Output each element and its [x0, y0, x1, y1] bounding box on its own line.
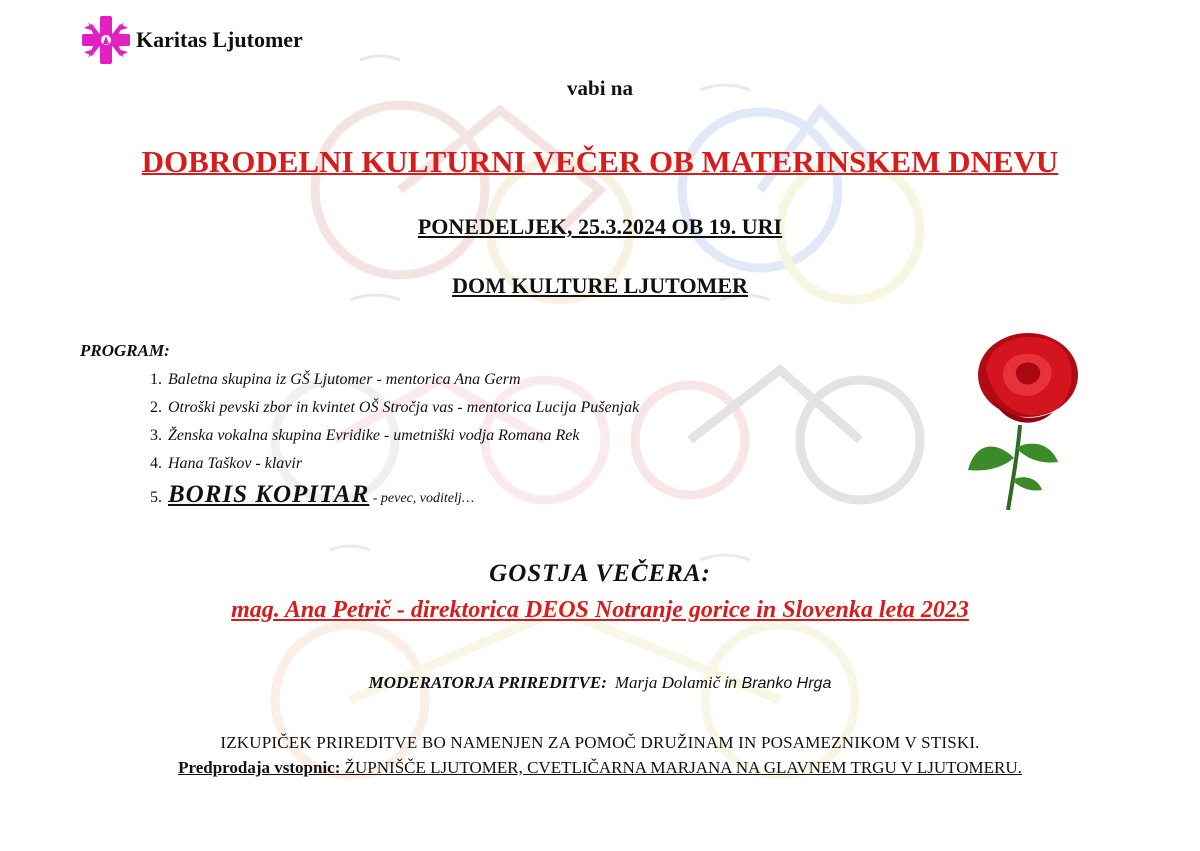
organization-name: Karitas Ljutomer [136, 27, 303, 52]
program-item [150, 478, 639, 516]
guest-name: mag. Ana Petrič - direktorica DEOS Notranje gorice in Slovenka leta 2023 [231, 597, 969, 623]
event-title: DOBRODELNI KULTURNI VEČER OB MATERINSKEM DNEVU [141, 144, 1059, 179]
program-item-number: 5. [150, 489, 162, 506]
presale-locations: ŽUPNIŠČE LJUTOMER, CVETLIČARNA MARJANA NA GLAVNEM TRGU V LJUTOMERU. [340, 758, 1022, 777]
program-item-text: Hana Taškov - klavir [168, 455, 303, 472]
event-venue: DOM KULTURE LJUTOMER [452, 273, 748, 298]
moderators-label: MODERATORJA PRIREDITVE: [368, 673, 607, 692]
karitas-logo [80, 14, 303, 66]
presale-line [0, 758, 1200, 778]
red-rose-icon [958, 330, 1098, 515]
presale-label: Predprodaja vstopnic: [178, 758, 341, 777]
program-item [150, 450, 639, 478]
program-list [150, 366, 639, 516]
moderators-line [0, 673, 1200, 693]
program-item-text: Ženska vokalna skupina Evridike - umetniški vodja Romana Rek [168, 427, 580, 444]
program-item-number: 1. [150, 371, 162, 388]
program-item-text: - pevec, voditelj… [369, 491, 475, 506]
program-heading: PROGRAM: [80, 341, 170, 360]
headliner-name: BORIS KOPITAR [168, 481, 370, 508]
program-item-number: 3. [150, 427, 162, 444]
program-item-number: 4. [150, 455, 162, 472]
moderator-name-1: Marja Dolamič [614, 673, 721, 692]
program-item [150, 394, 639, 422]
intro-text [0, 76, 1200, 101]
event-date: PONEDELJEK, 25.3.2024 OB 19. URI [417, 214, 783, 239]
program-item-number: 2. [150, 399, 162, 416]
moderator-name-2: in Branko Hrga [720, 675, 832, 692]
program-item-text: Otroški pevski zbor in kvintet OŠ Stročja vas - mentorica Lucija Pušenjak [168, 399, 640, 416]
proceeds-note: IZKUPIČEK PRIREDITVE BO NAMENJEN ZA POMOČ DRUŽINAM IN POSAMEZNIKOM V STISKI. [220, 733, 980, 752]
program-item [150, 422, 639, 450]
program-item [150, 366, 639, 394]
guest-heading: GOSTJA VEČERA: [489, 560, 711, 587]
karitas-cross-icon [80, 14, 132, 66]
intro-label: vabi na [567, 76, 633, 100]
program-item-text: Baletna skupina iz GŠ Ljutomer - mentorica Ana Germ [168, 371, 521, 388]
